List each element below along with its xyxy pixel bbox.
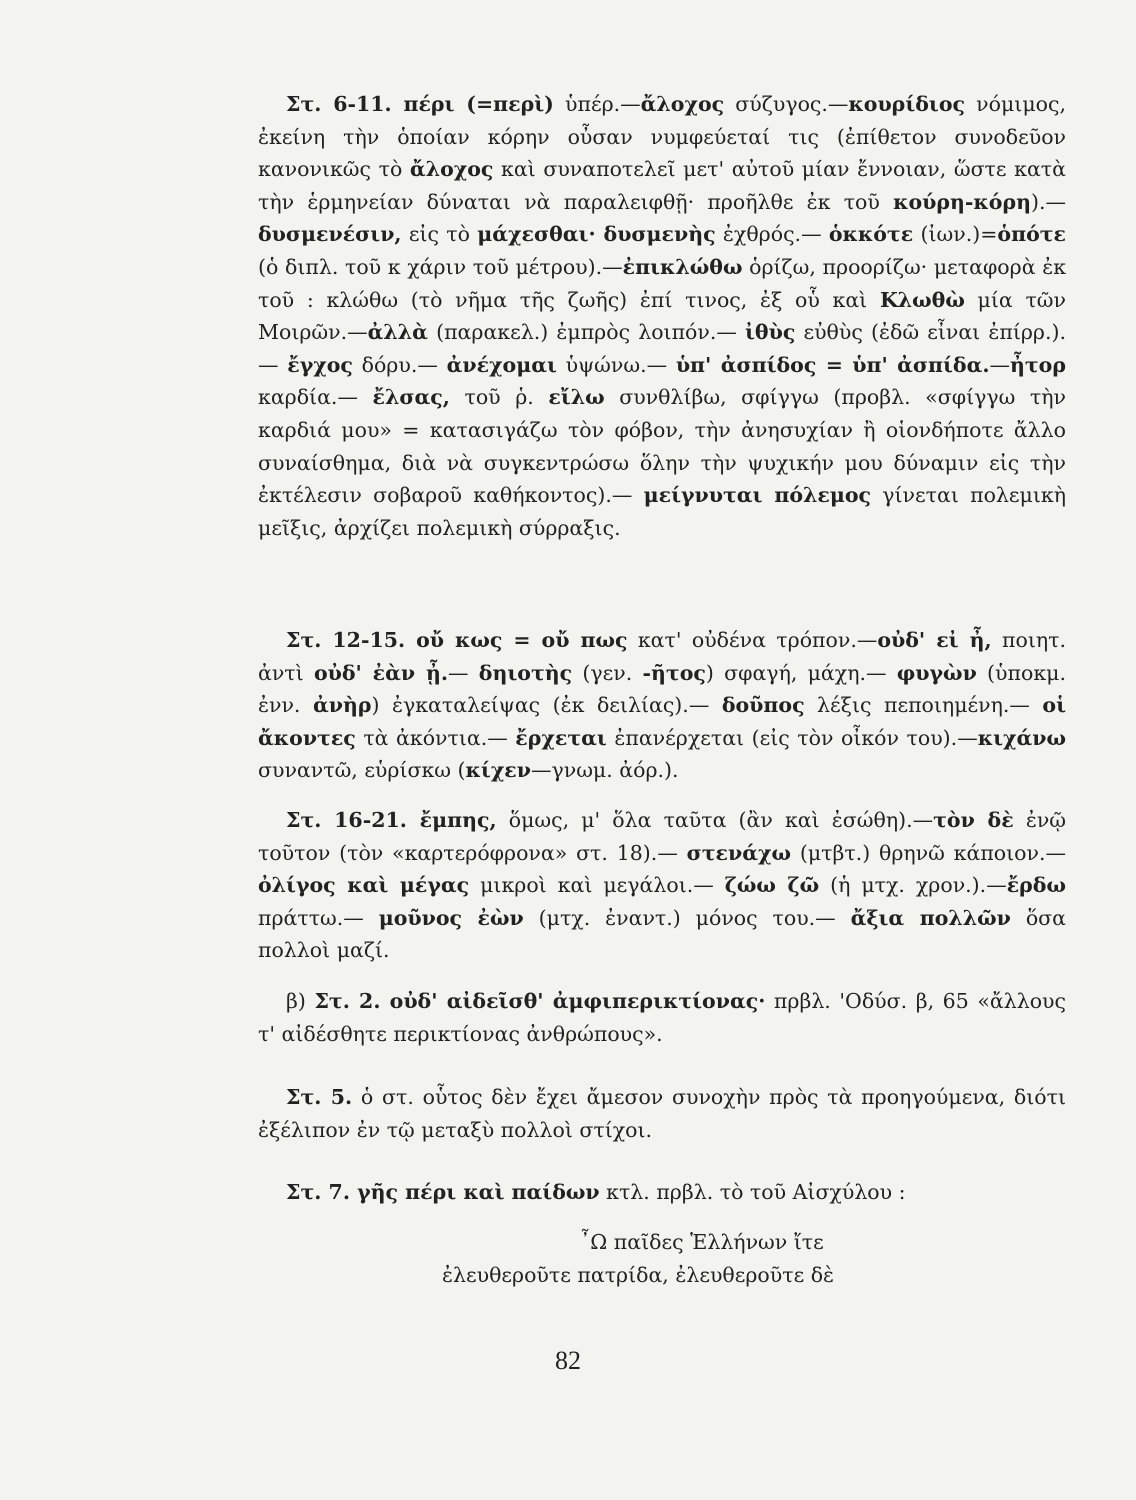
commentary-text: ) ἐγκαταλείψας (ἐκ δειλίας).— (371, 693, 722, 718)
bold-term: ἀνὴρ (312, 693, 372, 718)
bold-term: δοῦπος (721, 693, 805, 718)
commentary-paragraph (258, 1081, 1066, 1146)
bold-term: ἐπικλώθω (622, 254, 743, 279)
commentary-text: ἐχθρός.— (715, 222, 829, 247)
bold-term: Στ. 2. οὐδ' αἰδεῖσθ' ἀμφιπερικτίονας· (314, 989, 766, 1013)
commentary-paragraph (258, 985, 1066, 1050)
commentary-text: (γεν. (572, 660, 643, 685)
bold-term: -ῆτος (642, 660, 706, 685)
bold-term: ἀνέχομαι (446, 352, 557, 377)
bold-term: κιχάνω (977, 725, 1066, 750)
bold-term: μάχεσθαι· δυσμενὴς (477, 222, 716, 247)
commentary-text: (παρακελ.) ἐμπρὸς λοιπόν.— (427, 320, 746, 345)
commentary-text: ὑψώνω.— (556, 352, 676, 377)
bold-term: ἀλλὰ (367, 320, 428, 345)
commentary-text: (ἡ μτχ. χρον.).— (819, 873, 1007, 898)
bold-term: ἄξια πολλῶν (850, 905, 1011, 930)
commentary-text: ἐνῷ τοῦτον (τὸν «καρτερόφρονα» στ. 18).— (258, 808, 1066, 865)
bold-term: οἱ ἄκοντες (258, 693, 1067, 750)
commentary-text: κατ' οὐδένα τρόπον.— (627, 628, 878, 652)
bold-term: ἄλοχος (640, 92, 725, 116)
bold-term: μείγνυται πόλεμος (643, 483, 872, 508)
bold-term: εἴλω (548, 385, 605, 410)
bold-term: ὁκκότε (828, 222, 914, 247)
bold-term: δηιοτὴς (478, 660, 573, 685)
bold-term: ὁπότε (997, 222, 1067, 247)
bold-term: κίχεν (465, 758, 531, 783)
commentary-text: ὑπέρ.— (553, 92, 641, 116)
commentary-text: κτλ. πρβλ. τὸ τοῦ Αἰσχύλου : (599, 1180, 906, 1204)
commentary-text: (ὁ διπλ. τοῦ κ χάριν τοῦ μέτρου).— (258, 254, 623, 279)
commentary-paragraph (258, 804, 1066, 967)
bold-term: κουρίδιος (848, 92, 965, 116)
bold-term: κούρη-κόρη (893, 189, 1031, 214)
bold-term: ζώω ζῶ (724, 873, 820, 898)
commentary-text: —γνωμ. ἀόρ.). (531, 758, 679, 783)
commentary-text: (μτβτ.) θρηνῶ κάποιον.— (791, 840, 1066, 865)
commentary-text: πρβλ. 'Οδύσ. β, 65 «ἄλλους τ' αἰδέσθητε περικτίονας ἀνθρώπους». (258, 989, 1066, 1046)
bold-term: Κλωθὼ (879, 287, 965, 312)
commentary-text: τὰ ἀκόντια.— (355, 725, 516, 750)
bold-term: ἔρχεται (515, 725, 607, 750)
commentary-text: — (989, 352, 1010, 377)
bold-term: ἄλοχος (409, 157, 494, 182)
bold-term: ἔλσας, (372, 385, 450, 410)
quote-line: ἐλευθεροῦτε πατρίδα, ἐλευθεροῦτε δὲ (442, 1263, 835, 1287)
commentary-text: εὐθὺς (ἐδῶ εἶναι ἐπίρρ.).— (258, 320, 1066, 377)
commentary-text: συναντῶ, εὑρίσκω ( (258, 758, 466, 783)
commentary-text: τοῦ ῥ. (449, 385, 549, 410)
bold-term: δυσμενέσιν, (258, 222, 402, 247)
bold-term: Στ. 7. γῆς πέρι καὶ παίδων (286, 1180, 600, 1204)
commentary-text: εἰς τὸ (401, 222, 478, 247)
commentary-text: ὅμως, μ' ὅλα ταῦτα (ἂν καὶ ἐσώθη).— (496, 808, 934, 832)
commentary-paragraph (258, 624, 1066, 787)
bold-term: μοῦνος ἐὼν (378, 905, 524, 930)
commentary-text: — (448, 660, 479, 685)
bold-term: ἰθὺς (745, 320, 796, 345)
bold-term: οὐδ' ἐὰν ᾖ. (313, 660, 449, 685)
commentary-paragraph (258, 1176, 1066, 1209)
commentary-text: μία τῶν Μοιρῶν.— (258, 287, 1066, 345)
commentary-text: β) (286, 989, 315, 1013)
bold-term: Στ. 16-21. ἔμπης, (286, 808, 497, 832)
commentary-text: καὶ συναποτελεῖ μετ' αὐτοῦ μίαν ἔννοιαν, ὥστε κατὰ τὴν ἑρμηνείαν δύναται νὰ παραλειφθῇ· προῆλθε ἐκ τοῦ (258, 157, 1066, 214)
bold-term: οὐδ' εἰ ἦ, (877, 628, 992, 652)
bold-term: Στ. 6-11. πέρι (=περὶ) (286, 92, 554, 116)
commentary-text: νόμιμος, ἐκείνη τὴν ὁποίαν κόρην οὖσαν νυμφεύεταί τις (ἐπίθετον συνοδεῦον κανονικῶς τὸ (258, 92, 1066, 182)
commentary-paragraph (258, 88, 1066, 544)
bold-term: ἦτορ (1009, 352, 1066, 377)
commentary-text: σύζυγος.— (724, 92, 849, 116)
bold-term: ἔρδω (1006, 873, 1066, 898)
page-number: 82 (555, 1346, 581, 1375)
commentary-text: πράττω.— (258, 905, 379, 930)
commentary-text: λέξις πεποιημένη.— (804, 693, 1043, 718)
bold-term: τὸν δὲ (933, 808, 1014, 832)
bold-term: ἔγχος (287, 352, 353, 377)
bold-term: Στ. 12-15. οὔ κως = οὔ πως (286, 628, 628, 652)
bold-term: ὑπ' ἀσπίδος = ὑπ' ἀσπίδα. (675, 352, 990, 377)
commentary-text: (ὑποκμ. ἐνν. (258, 660, 1066, 718)
commentary-text: ὁρίζω, προορίζω· μεταφορὰ ἐκ τοῦ : κλώθω (τὸ νῆμα τῆς ζωῆς) ἐπί τινος, ἐξ οὗ καὶ (258, 254, 1067, 312)
commentary-text: ποιητ. ἀντὶ (258, 628, 1066, 685)
quote-line: ῏Ω παῖδες Ἑλλήνων ἴτε (580, 1230, 824, 1254)
commentary-text: (ἰων.)= (913, 222, 998, 247)
bold-term: φυγὼν (896, 660, 977, 685)
commentary-text: ἐπανέρχεται (εἰς τὸν οἶκόν του).— (606, 725, 978, 750)
commentary-text: (μτχ. ἐναντ.) μόνος του.— (523, 905, 851, 930)
commentary-text: συνθλίβω, σφίγγω (προβλ. «σφίγγω τὴν καρδιά μου» = κατασιγάζω τὸν φόβον, τὴν ἀνησυχίαν ἢ οἱονδήποτε ἄλλο συναίσθημα, διὰ νὰ συγκεντρώσω ὅλην τὴν ψυχικήν μου δύναμιν εἰς τὴν ἐκτέλεσιν σοβαροῦ καθήκοντος).— (258, 385, 1066, 508)
commentary-text: μικροὶ καὶ μεγάλοι.— (469, 873, 725, 898)
commentary-text: γίνεται πολεμικὴ μεῖξις, ἀρχίζει πολεμικὴ σύρραξις. (258, 483, 1066, 540)
commentary-text: ὅσα πολλοὶ μαζί. (258, 905, 1066, 963)
bold-term: στενάχω (686, 840, 792, 865)
bold-term: Στ. 5. (286, 1085, 353, 1109)
commentary-text: δόρυ.— (352, 352, 447, 377)
commentary-text: ).— (1030, 189, 1066, 214)
commentary-text: ὁ στ. οὗτος δὲν ἔχει ἄμεσον συνοχὴν πρὸς τὰ προηγούμενα, διότι ἐξέλιπον ἐν τῷ μεταξὺ πολλοὶ στίχοι. (258, 1085, 1066, 1142)
commentary-text: ) σφαγή, μάχη.— (705, 660, 897, 685)
commentary-text: καρδία.— (258, 385, 373, 410)
bold-term: ὀλίγος καὶ μέγας (258, 873, 470, 898)
